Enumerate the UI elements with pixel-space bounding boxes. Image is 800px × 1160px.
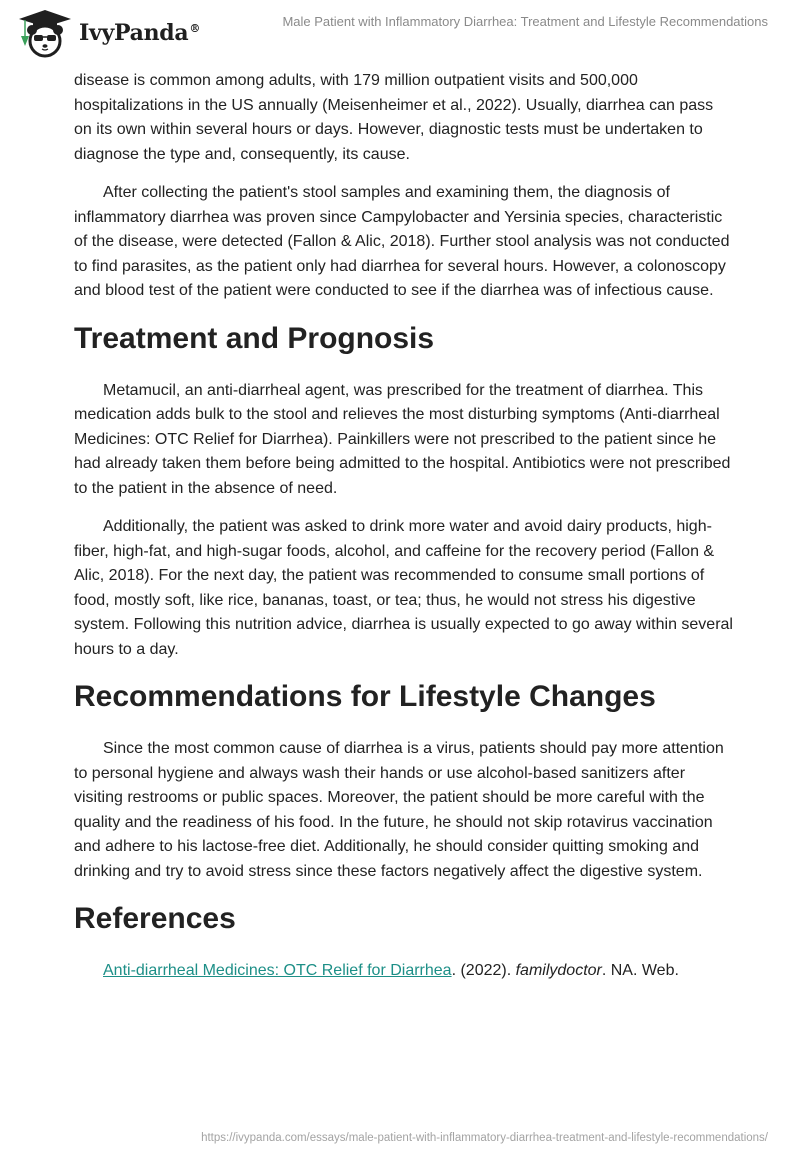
section-heading: Recommendations for Lifestyle Changes bbox=[74, 680, 656, 713]
lifestyle-section bbox=[74, 679, 734, 884]
paragraph: Additionally, the patient was asked to drink more water and avoid dairy products, high-fiber, high-fat, and high-sugar foods, alcohol, and caffeine for the recovery period (Fallon & Alic, 2018). For the next day, the patient was recommended to consume small portions of food, mostly soft, like rice, bananas, toast, or tea; thus, he would not stress his digestive system. Following this nutrition advice, diarrhea is usually expected to go away within several hours to a day. bbox=[74, 518, 733, 658]
paragraph: Metamucil, an anti-diarrheal agent, was prescribed for the treatment of diarrhea. This medication adds bulk to the stool and relieves the most disturbing symptoms (Anti-diarrheal Medicines: OTC Relief for Diarrhea). Painkillers were not prescribed to the patient since he had already taken them before being admitted to the hospital. Antibiotics were not prescribed to the patient in the absence of need. bbox=[74, 381, 731, 497]
registered-mark: ® bbox=[189, 21, 201, 35]
paragraph: After collecting the patient's stool samples and examining them, the diagnosis of inflammatory diarrhea was proven since Campylobacter and Yersinia species, characteristic of the disease, were detected (Fallon & Alic, 2018). Further stool analysis was not conducted to find parasites, as the patient only had diarrhea for several hours. However, a colonoscopy and blood test of the patient were conducted to see if the diarrhea was of infectious cause. bbox=[74, 184, 730, 299]
section-heading: Treatment and Prognosis bbox=[74, 321, 435, 355]
intro-section bbox=[74, 69, 734, 304]
paragraph: disease is common among adults, with 179 million outpatient visits and 500,000 hospitalizations in the US annually (Meisenheimer et al., 2022). Usually, diarrhea can pass on its own within several hours or days. However, diagnostic tests must be undertaken to diagnose the type and, consequently, its cause. bbox=[74, 72, 714, 163]
reference-source: familydoctor bbox=[515, 962, 602, 979]
brand-text: IvyPanda bbox=[79, 20, 189, 46]
reference-tail: . NA. Web. bbox=[601, 962, 679, 979]
page-header bbox=[0, 0, 800, 62]
reference-entry bbox=[74, 959, 734, 983]
footer-url[interactable]: https://ivypanda.com/essays/male-patient-with-inflammatory-diarrhea-treatment-and-lifestyle-recommendations/ bbox=[201, 1132, 768, 1144]
section-heading: References bbox=[74, 902, 236, 935]
paragraph: Since the most common cause of diarrhea is a virus, patients should pay more attention to personal hygiene and always wash their hands or use alcohol-based sanitizers after visiting restrooms or public spaces. Moreover, the patient should be more careful with the quality and the readiness of his food. In the future, he should not skip rotavirus vaccination and adhere to his lactose-free diet. Additionally, he should consider quitting smoking and drinking and try to avoid stress since these factors negatively affect the digestive system. bbox=[74, 740, 724, 880]
references-section bbox=[74, 901, 734, 983]
document-title: Male Patient with Inflammatory Diarrhea: Treatment and Lifestyle Recommendations bbox=[282, 14, 768, 29]
essay-content bbox=[74, 69, 734, 983]
treatment-section bbox=[74, 321, 734, 663]
brand-name bbox=[79, 20, 200, 46]
ivypanda-logo[interactable] bbox=[17, 8, 200, 58]
reference-year: . (2022). bbox=[451, 962, 516, 979]
reference-link[interactable]: Anti-diarrheal Medicines: OTC Relief for Diarrhea bbox=[103, 962, 452, 979]
panda-graduation-cap-icon bbox=[17, 8, 73, 58]
